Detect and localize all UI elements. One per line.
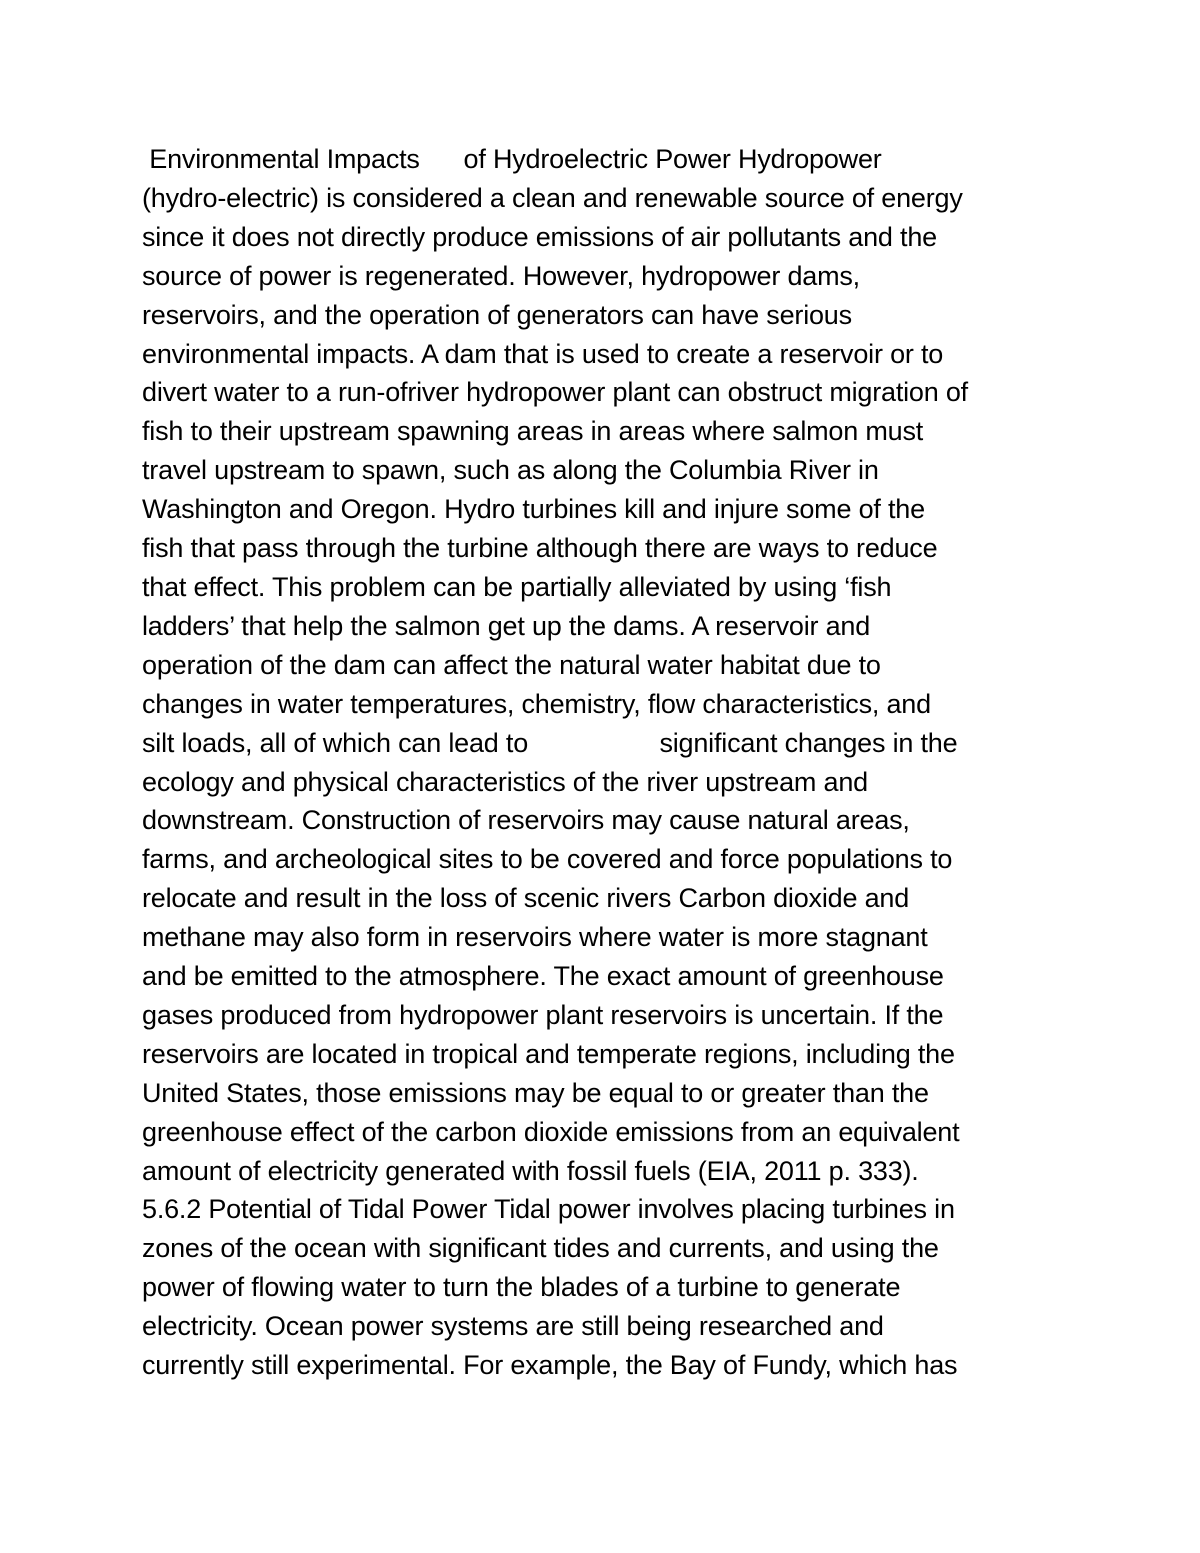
text-line: methane may also form in reservoirs where water is more stagnant: [142, 922, 928, 953]
text-line: travel upstream to spawn, such as along the Columbia River in: [142, 455, 879, 486]
text-line: (hydro-electric) is considered a clean and renewable source of energy: [142, 182, 963, 213]
text-line: United States, those emissions may be equal to or greater than the: [142, 1077, 929, 1108]
text-line: reservoirs, and the operation of generators can have serious: [142, 299, 852, 330]
text-line: Environmental Impacts of Hydroelectric Power Hydropower: [142, 144, 882, 174]
text-line: source of power is regenerated. However, hydropower dams,: [142, 260, 860, 291]
text-line: operation of the dam can affect the natural water habitat due to: [142, 649, 881, 680]
text-line: amount of electricity generated with fossil fuels (EIA, 2011 p. 333).: [142, 1155, 919, 1186]
text-line: that effect. This problem can be partially alleviated by using ‘fish: [142, 571, 892, 602]
text-line: fish that pass through the turbine although there are ways to reduce: [142, 533, 938, 564]
body-text: [142, 140, 1102, 1385]
text-line: divert water to a run-ofriver hydropower plant can obstruct migration of: [142, 377, 968, 408]
text-line: changes in water temperatures, chemistry, flow characteristics, and: [142, 688, 931, 719]
text-line: and be emitted to the atmosphere. The exact amount of greenhouse: [142, 961, 944, 992]
text-line: farms, and archeological sites to be covered and force populations to: [142, 844, 953, 875]
text-line: silt loads, all of which can lead to significant changes in the: [142, 727, 958, 758]
text-line: since it does not directly produce emissions of air pollutants and the: [142, 221, 937, 252]
text-line: zones of the ocean with significant tides and currents, and using the: [142, 1233, 939, 1264]
text-line: environmental impacts. A dam that is used to create a reservoir or to: [142, 338, 944, 369]
text-line: power of flowing water to turn the blades of a turbine to generate: [142, 1272, 901, 1303]
text-line: downstream. Construction of reservoirs may cause natural areas,: [142, 805, 910, 836]
text-line: relocate and result in the loss of scenic rivers Carbon dioxide and: [142, 883, 910, 914]
text-line: reservoirs are located in tropical and temperate regions, including the: [142, 1038, 955, 1069]
text-line: currently still experimental. For example, the Bay of Fundy, which has: [142, 1350, 958, 1381]
text-line: Washington and Oregon. Hydro turbines kill and injure some of the: [142, 494, 925, 525]
text-line: ecology and physical characteristics of the river upstream and: [142, 766, 868, 797]
text-line: fish to their upstream spawning areas in areas where salmon must: [142, 416, 924, 447]
text-line: gases produced from hydropower plant reservoirs is uncertain. If the: [142, 999, 944, 1030]
text-line: greenhouse effect of the carbon dioxide emissions from an equivalent: [142, 1116, 960, 1147]
text-line: electricity. Ocean power systems are still being researched and: [142, 1311, 884, 1342]
text-line: 5.6.2 Potential of Tidal Power Tidal power involves placing turbines in: [142, 1194, 955, 1225]
text-line: ladders’ that help the salmon get up the dams. A reservoir and: [142, 610, 871, 641]
